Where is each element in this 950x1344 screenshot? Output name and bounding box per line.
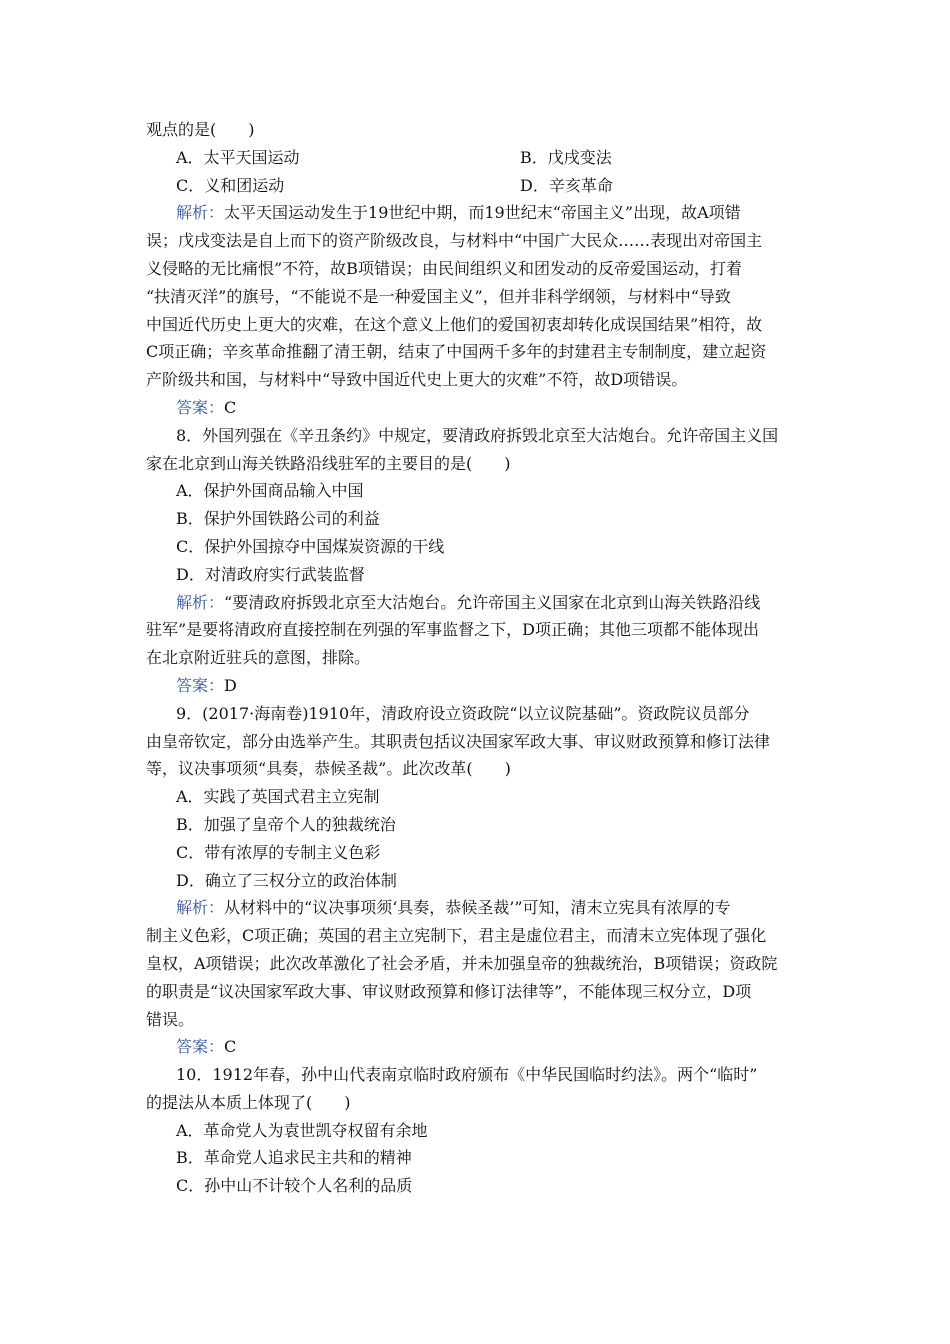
q8-analysis-label: 解析： [176,592,225,612]
q9-analysis-label: 解析： [176,898,225,918]
q7-analysis-line: 义侵略的无比痛恨”不符，故B项错误；由民间组织义和团发动的反帝爱国运动，打着 [146,258,742,278]
q8-analysis-line: 在北京附近驻兵的意图，排除。 [146,648,371,668]
q7-answer [146,394,812,422]
q10-stem-line: 的提法从本质上体现了( ) [146,1092,351,1112]
q8-analysis-text: “要清政府拆毁北京至大沽炮台。允许帝国主义国家在北京到山海关铁路沿线 [224,592,761,612]
q9-option-d: D．确立了三权分立的政治体制 [176,870,397,890]
q8-answer-value: D [224,675,237,695]
q7-options-row-1 [146,144,812,172]
q7-analysis-line: 误；戊戌变法是自上而下的资产阶级改良，与材料中“中国广大民众……表现出对帝国主 [146,231,763,251]
q9-analysis-line: 皇权，A项错误；此次改革激化了社会矛盾，并未加强皇帝的独裁统治，B项错误；资政院 [146,953,778,973]
q7-analysis-line [146,199,812,227]
q9-answer-value: C [224,1037,237,1057]
q9-option-c: C．带有浓厚的专制主义色彩 [176,842,381,862]
q10-option-b: B．革命党人追求民主共和的精神 [176,1148,412,1168]
q8-option-a: A．保护外国商品输入中国 [176,481,364,501]
q9-analysis-text: 从材料中的“议决事项须‘具奏，恭候圣裁’”可知，清末立宪具有浓厚的专 [224,898,731,918]
q7-analysis-text: 太平天国运动发生于19世纪中期，而19世纪末“帝国主义”出现，故A项错 [224,203,741,223]
q9-analysis-line: 制主义色彩，C项正确；英国的君主立宪制下，君主是虚位君主，而清末立宪体现了强化 [146,926,767,946]
q9-stem-line: 9．(2017·海南卷)1910年，清政府设立资政院“以立议院基础”。资政院议员部分 [176,703,750,723]
q7-option-d: D．辛亥革命 [520,175,613,195]
q7-option-c: C．义和团运动 [176,175,285,195]
q8-analysis-line: 驻军”是要将清政府直接控制在列强的军事监督之下，D项正确；其他三项都不能体现出 [146,620,760,640]
q7-analysis-line: 产阶级共和国，与材料中“导致中国近代史上更大的灾难”不符，故D项错误。 [146,370,688,390]
q9-analysis-line: 错误。 [146,1009,195,1029]
q9-answer-label: 答案： [176,1037,225,1057]
q8-option-b: B．保护外国铁路公司的利益 [176,509,380,529]
q9-stem-line: 由皇帝钦定，部分由选举产生。其职责包括议决国家军政大事、审议财政预算和修订法律 [146,731,771,751]
q7-options-row-2 [146,172,812,200]
q9-answer [146,1033,812,1061]
q10-option-c: C．孙中山不计较个人名利的品质 [176,1176,413,1196]
q9-option-a: A．实践了英国式君主立宪制 [176,787,380,807]
q7-answer-label: 答案： [176,397,225,417]
q8-answer [146,672,812,700]
q9-stem-line: 等，议决事项须“具奏，恭候圣裁”。此次改革( ) [146,759,511,779]
q8-option-d: D．对清政府实行武装监督 [176,564,365,584]
q9-analysis-line [146,894,812,922]
q7-analysis-line: “扶清灭洋”的旗号，“不能说不是一种爱国主义”，但并非科学纲领，与材料中“导致 [146,286,731,306]
q8-stem-line: 8．外国列强在《辛丑条约》中规定，要清政府拆毁北京至大沽炮台。允许帝国主义国 [176,425,779,445]
q10-stem-line: 10．1912年春，孙中山代表南京临时政府颁布《中华民国临时约法》。两个“临时” [176,1065,758,1085]
q8-answer-label: 答案： [176,675,225,695]
q7-answer-value: C [224,397,237,417]
q7-option-a: A．太平天国运动 [176,147,300,167]
q7-analysis-label: 解析： [176,203,225,223]
q10-option-a: A．革命党人为袁世凯夺权留有余地 [176,1120,428,1140]
q7-analysis-line: C项正确；辛亥革命推翻了清王朝，结束了中国两千多年的封建君主专制制度，建立起资 [146,342,767,362]
q9-option-b: B．加强了皇帝个人的独裁统治 [176,814,396,834]
q9-analysis-line: 的职责是“议决国家军政大事、审议财政预算和修订法律等”，不能体现三权分立，D项 [146,981,752,1001]
q8-analysis-line [146,589,812,617]
q7-analysis-line: 中国近代历史上更大的灾难，在这个意义上他们的爱国初衷却转化成误国结果”相符，故 [146,314,763,334]
q8-option-c: C．保护外国掠夺中国煤炭资源的干线 [176,536,445,556]
q7-stem-tail: 观点的是( ) [146,120,255,139]
q7-option-b: B．戊戌变法 [520,147,612,167]
document-page [146,116,812,1200]
q8-stem-line: 家在北京到山海关铁路沿线驻军的主要目的是( ) [146,453,511,473]
